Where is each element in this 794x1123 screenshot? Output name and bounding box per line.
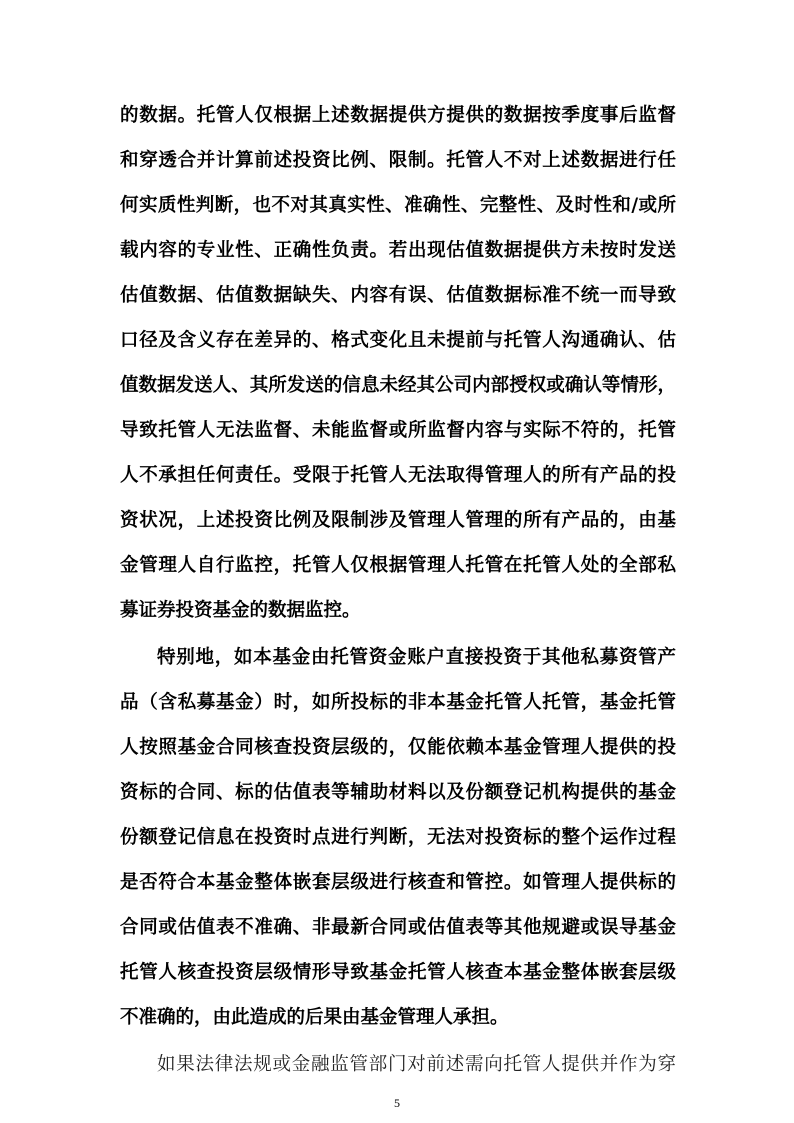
text-line: 如果法律法规或金融监管部门对前述需向托管人提供并作为穿 [157,1054,676,1075]
text-line: 和穿透合并计算前述投资比例、限制。托管人不对上述数据进行任 [120,150,676,171]
text-line: 的数据。托管人仅根据上述数据提供方提供的数据按季度事后监督 [120,105,676,126]
text-line: 份额登记信息在投资时点进行判断，无法对投资标的整个运作过程 [120,827,676,848]
text-line: 何实质性判断，也不对其真实性、准确性、完整性、及时性和/或所 [120,195,676,216]
text-line: 载内容的专业性、正确性负责。若出现估值数据提供方未按时发送 [120,240,676,261]
text-line: 估值数据、估值数据缺失、内容有误、估值数据标准不统一而导致 [120,285,676,306]
text-line: 金管理人自行监控，托管人仅根据管理人托管在托管人处的全部私 [120,555,676,576]
text-line: 口径及含义存在差异的、格式变化且未提前与托管人沟通确认、估 [120,330,676,351]
text-line: 值数据发送人、其所发送的信息未经其公司内部授权或确认等情形， [120,375,676,396]
text-line: 特别地，如本基金由托管资金账户直接投资于其他私募资管产 [157,647,676,668]
text-line: 合同或估值表不准确、非最新合同或估值表等其他规避或误导基金 [120,917,676,938]
text-line: 募证券投资基金的数据监控。 [120,600,361,621]
text-line: 托管人核查投资层级情形导致基金托管人核查本基金整体嵌套层级 [120,962,676,983]
text-line: 品（含私募基金）时，如所投标的非本基金托管人托管，基金托管 [120,692,676,713]
text-line: 资标的合同、标的估值表等辅助材料以及份额登记机构提供的基金 [120,782,676,803]
text-line: 不准确的，由此造成的后果由基金管理人承担。 [120,1007,509,1028]
page-number: 5 [394,1096,400,1110]
text-line: 是否符合本基金整体嵌套层级进行核查和管控。如管理人提供标的 [120,872,676,893]
text-line: 人不承担任何责任。受限于托管人无法取得管理人的所有产品的投 [120,465,676,486]
text-line: 导致托管人无法监督、未能监督或所监督内容与实际不符的，托管 [120,420,676,441]
text-line: 人按照基金合同核查投资层级的，仅能依赖本基金管理人提供的投 [120,737,676,758]
text-line: 资状况，上述投资比例及限制涉及管理人管理的所有产品的，由基 [120,510,676,531]
